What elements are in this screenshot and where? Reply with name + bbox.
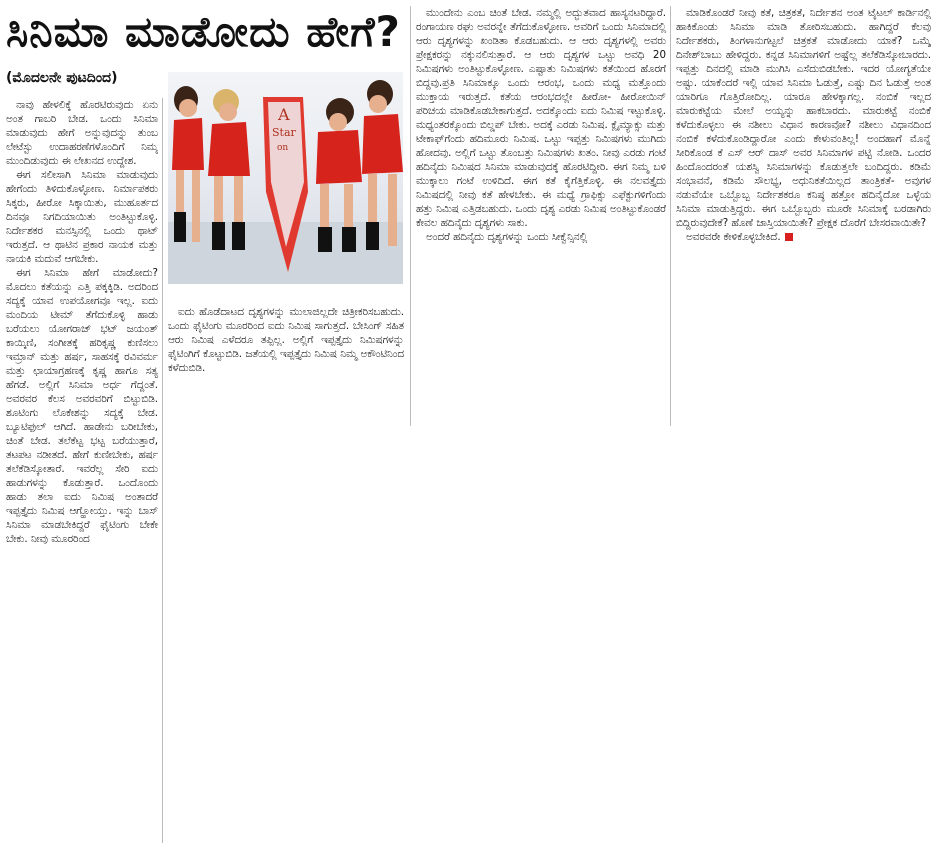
paragraph [676,230,931,244]
watermark-text-3: on [277,143,289,153]
watermark-text-1: A [278,105,290,124]
paragraph: ಈಗ ಸಲೀಸಾಗಿ ಸಿನಿಮಾ ಮಾಡುವುದು ಹೇಗೆಂದು ತಿಳಿದುಕೊಳ್ಳೋಣ. ನಿರ್ಮಾಪಕರು ಸಿಕ್ಕರು, ಹೀರೋ ಸಿಕ್ಕಾಯಿತು, ಮುಹೂರ್ತದ ದಿನವೂ ನಿಗದಿಯಾಯಿತು ಅಂತಿಟ್ಟುಕೊಳ್ಳಿ. ನಿರ್ದೇಶಕರ ಮನಸ್ಸಿನಲ್ಲಿ ಒಂದು ಥಾಟ್ ಇರುತ್ತದೆ. ಆ ಥಾಟಿನ ಪ್ರಕಾರ ನಾಯಕ ಮತ್ತು ನಾಯಕಿ ಮದುವೆ ಆಗಬೇಕು. [6,169,158,265]
paragraph: ನಾವು ಹೇಳಲಿಕ್ಕೆ ಹೊರಟಿರುವುದು ಏನು ಅಂತ ಗಾಬರಿ ಬೇಡ. ಒಂದು ಸಿನಿಮಾ ಮಾಡುವುದು ಹೇಗೆ ಅನ್ನುವುದನ್ನು ತುಂಬ ಲೇಟೆಸ್ಟು ಉದಾಹರಣೆಗಳೊಂದಿಗೆ ನಿಮ್ಮ ಮುಂದಿಡುವುದು ಈ ಲೇಖನದ ಉದ್ದೇಶ. [6,99,158,167]
article-photo [168,72,403,284]
closing-line: ಅವರವರೇ ಕೇಳಿಕೊಳ್ಳಬೇಕಿದೆ. [686,231,781,243]
headline: ಸಿನಿಮಾ ಮಾಡೋದು ಹೇಗೆ? [6,7,401,56]
continuation-note: (ಮೊದಲನೇ ಪುಟದಿಂದ) [6,70,118,86]
watermark-text-2: Star [272,126,296,139]
paragraph: ಈಗ ಸಿನಿಮಾ ಹೇಗೆ ಮಾಡೋದು? ಮೊದಲು ಕತೆಯನ್ನು ಎತ್ತಿ ಪಕ್ಕಕ್ಕಿಡಿ. ಅದರಿಂದ ಸದ್ಯಕ್ಕೆ ಯಾವ ಉಪಯೋಗವೂ ಇಲ್ಲ. ಐದು ಮಂದಿಯ ಟೀಮ್ ತೆಗೆದುಕೊಳ್ಳಿ ಹಾಡು ಬರೆಯಲು ಯೋಗರಾಜ್ ಭಟ್ ಜಯಂತ್ ಕಾಯ್ಕಿಣಿ, ಸಂಗೀತಕ್ಕೆ ಹರಿಕೃಷ್ಣ ಕುಣಿಸಲು ಇಮ್ರಾನ್ ಮತ್ತು ಹರ್ಷ, ಸಾಹಸಕ್ಕೆ ರವಿವರ್ಮ ಮತ್ತು ಛಾಯಾಗ್ರಹಣಕ್ಕೆ ಕೃಷ್ಣ ಹಾಗೂ ಸತ್ಯ ಹೆಗಡೆ. ಅಲ್ಲಿಗೆ ಸಿನಿಮಾ ಅರ್ಧ ಗೆದ್ದಂತೆ. ಅವರವರ ಕೆಲಸ ಅವರವರಿಗೆ ಬಿಟ್ಟುಬಿಡಿ. ಶೂಟಿಂಗು ಲೊಕೇಶನ್ನು ಸದ್ಯಕ್ಕೆ ಬೇಡ. ಬ್ಯೂಟಿಫುಲ್ ಆಗಿದೆ. ಹಾಡೇನು ಬರೀಬೇಕು, ಚಿಂತೆ ಬೇಡ. ತಲೆಕೆಟ್ಟ ಭಟ್ಟ ಬರೆಯುತ್ತಾರೆ, ತಟಪಟ ನಡೀತದೆ. ಹೇಗೆ ಕುಣೀಬೇಕು, ಹರ್ಷ ತಲೆಕೆಡಿಸ್ಕೋತಾರೆ. ಇವರೆಲ್ಲ ಸೇರಿ ಐದು ಹಾಡುಗಳನ್ನು ಕೊಡುತ್ತಾರೆ. ಒಂದೊಂದು ಹಾಡು ತಲಾ ಐದು ನಿಮಿಷ ಅಂತಾದರೆ ಇಪ್ಪತ್ತೈದು ನಿಮಿಷ ಆಗ್ಹೋಯ್ತು. ಇನ್ನು ಬಾಸ್ ಸಿನಿಮಾ ಮಾಡಬೇಕಿದ್ದರೆ ಫೈಟಿಂಗು ಬೇಕೇ ಬೇಕು. ನೀವು ಮೂರರಿಂದ [6,267,158,545]
paragraph: ಅಂದರೆ ಹದಿನೈದು ದೃಶ್ಯಗಳನ್ನು ಒಂದು ಸೀಕ್ವೆನ್ಸಿನಲ್ಲಿ [426,231,588,243]
column-divider [162,98,163,843]
dancer-1 [172,86,204,242]
paragraph: ಮುಂದೇನು ಎಂಬ ಚಿಂತೆ ಬೇಡ. ನಮ್ಮಲ್ಲಿ ಅದ್ಭುತವಾದ ಹಾಸ್ಯನಟರಿದ್ದಾರೆ. ರಂಗಾಯಣ ರಘು ಅವರನ್ನೇ ತೆಗೆದುಕೊಳ್ಳೋಣ. ಅವರಿಗೆ ಒಂದು ಸಿನಿಮಾದಲ್ಲಿ ಆರು ದೃಶ್ಯಗಳನ್ನು ಖಂಡಿತಾ ಕೊಡಬಹುದು. ಆ ಆರು ದೃಶ್ಯಗಳಲ್ಲಿ ಅವರು ಪ್ರೇಕ್ಷಕರನ್ನು ನಕ್ಕುನಲಿಸುತ್ತಾರೆ. ಆ ಆರು ದೃಶ್ಯಗಳ ಒಟ್ಟು ಅವಧಿ 20 ನಿಮಿಷಗಳು ಅಂತಿಟ್ಟುಕೊಳ್ಳೋಣ. ಎಷ್ಟಾತು ನಿಮಿಷಗಳು ಕತೆಯಿಂದ ಹೊರಗೆ ಬಿದ್ದವು.ಪ್ರತಿ ಸಿನಿಮಾಕ್ಕೂ ಒಂದು ಆರಂಭ, ಒಂದು ಮಧ್ಯ ಮತ್ತೊಂದು ಮುಕ್ತಾಯ ಇರುತ್ತದೆ. ಕತೆಯ ಆರಂಭದಲ್ಲೇ ಹೀರೋ- ಹೀರೋಯಿನ್ ಪರಿಚಯ ಮಾಡಿಕೊಡಬೇಕಾಗುತ್ತದೆ. ಅದಕ್ಕೊಂದು ಐದು ನಿಮಿಷ ಇಟ್ಟುಕೊಳ್ಳಿ. ಮಧ್ಯಂತರಕ್ಕೊಂದು ಬಿಲ್ಡಪ್ ಬೇಕು. ಅದಕ್ಕೆ ಎರಡು ನಿಮಿಷ. ಕ್ಲೈಮ್ಯಾಕ್ಸು ಮತ್ತು ಟೇಕಾಫ್‌ಗೆಂದು ಹದಿಮೂರು ನಿಮಿಷ. ಒಟ್ಟು ಇಪ್ಪತ್ತು ನಿಮಿಷಗಳು ಮುಗಿದು ಹೋದವು. ಅಲ್ಲಿಗೆ ಒಟ್ಟು ತೊಂಬತ್ತು ನಿಮಿಷಗಳು ಖತಂ. ನೀವು ಎರಡು ಗಂಟೆ ಹದಿನೈದು ನಿಮಿಷದ ಸಿನಿಮಾ ಮಾಡುವುದಕ್ಕೆ ಹೊರಟಿದ್ದೀರಿ. ಈಗ ನಿಮ್ಮ ಬಳಿ ಮುಕ್ಕಾಲು ಗಂಟೆ ಉಳಿದಿದೆ. ಈಗ ಕತೆ ಕೈಗೆತ್ತಿಕೊಳ್ಳಿ. ಈ ನಲವತ್ತೈದು ನಿಮಿಷದಲ್ಲಿ ನೀವು ಕತೆ ಹೇಳಬೇಕು. ಈ ಮಧ್ಯೆ ಗ್ರಾಫಿಕ್ಸು ಎಫೆಕ್ಟುಗಳಿಗೆಂದು ಹತ್ತು ನಿಮಿಷ ಎತ್ತಿಡಬಹುದು. ಒಂದು ದೃಶ್ಯ ಎರಡು ನಿಮಿಷ ಅಂತಿಟ್ಟುಕೊಂಡರೆ ಕೇವಲ ಹದಿನೈದು ದೃಶ್ಯಗಳು ಸಾಕು. [416,7,666,229]
article-column-3 [416,6,666,401]
cheerleaders-illustration [168,72,403,284]
article-column-2 [168,305,404,415]
end-of-article-mark [785,233,793,241]
column-divider [670,6,671,426]
article-column-4 [676,6,931,401]
paragraph: ಮಾಡಿಕೊಂಡರೆ ನೀವು ಕತೆ, ಚಿತ್ರಕತೆ, ನಿರ್ದೇಶನ ಅಂತ ಟೈಟಲ್ ಕಾರ್ಡಿನಲ್ಲಿ ಹಾಕಿಕೊಂಡು ಸಿನಿಮಾ ಮಾಡಿ ತೋರಿಸಬಹುದು. ಹಾಗಿದ್ದರೆ ಕೆಲವು ನಿರ್ದೇಶಕರು, ತಿಂಗಳಾನುಗಟ್ಟಲೆ ಚಿತ್ರಕತೆ ಮಾಡೋದು ಯಾಕೆ? ಒಮ್ಮೆ ದಿನೇಶ್‌ಬಾಬು ಹೇಳಿದ್ದರು. ಕನ್ನಡ ಸಿನಿಮಾಗಳಿಗೆ ಅಷ್ಟೆಲ್ಲ ತಲೆಕೆಡಿಸ್ಕೋಬಾರದು. ಇಪ್ಪತ್ತು ದಿನದಲ್ಲಿ ಮಾಡಿ ಮುಗಿಸಿ ಎಸೆದುಬಿಡಬೇಕು. ಇದರ ಯೋಗ್ಯತೆಯೇ ಅಷ್ಟು. ಯಾಕೆಂದರೆ ಇಲ್ಲಿ ಯಾವ ಸಿನಿಮಾ ಓಡುತ್ತೆ, ಎಷ್ಟು ದಿನ ಓಡುತ್ತೆ ಅಂತ ಯಾರಿಗೂ ಗೊತ್ತಿರೋದಿಲ್ಲ. ಯಾರೂ ಹೇಳಕ್ಕಾಗಲ್ಲ. ನಂಬಿಕೆ ಇಲ್ಲದ ಮಾರುಕಟ್ಟೆಯ ಮೇಲೆ ಅಯ್ಯನ್ನು ಹಾಕಬಾರದು. ಮಾರುಕಟ್ಟೆ ನಂಬಿಕೆ ಕಳೆದುಕೊಳ್ಳಲು ಈ ನಶೀಲು ವಿಧಾನ ಕಾರಣವೋ? ನಶೀಲು ವಿಧಾನದಿಂದ ನಂಬಿಕೆ ಕಳೆದುಕೊಂಡಿದ್ದಾರೋ ಎಂದು ಕೇಳುವಂತಿಲ್ಲ! ಅಂದಹಾಗೆ ಮೊನ್ನೆ ಸೀರಿಕೊಂಡ ಕೆ ಎಸ್ ಆರ್ ದಾಸ್ ಅವರ ಸಿನಿಮಾಗಳ ಪಟ್ಟಿ ನೋಡಿ. ಒಂದರ ಹಿಂದೊಂದರಂತೆ ಯಶಸ್ವಿ ಸಿನಿಮಾಗಳನ್ನು ಕೊಡುತ್ತಲೇ ಬಂದಿದ್ದರು. ಕಡಿಮೆ ಸಂಭಾವನೆ, ಕಡಿಮೆ ಸೌಲಭ್ಯ, ಅಧುನಿಕತೆಯಿಲ್ಲದ ತಾಂತ್ರಿಕತೆ- ಅವುಗಳ ನಡುವೆಯೇ ಒಬ್ಬೊಬ್ಬ ನಿರ್ದೇಶಕರೂ ಕನಿಷ್ಠ ಹತ್ತೋ ಹದಿನೈದೋ ಒಳ್ಳೆಯ ಸಿನಿಮಾ ಮಾಡುತ್ತಿದ್ದರು. ಈಗ ಒಬ್ಬೊಬ್ಬರು ಮೂರೇ ಸಿನಿಮಾಕ್ಕೆ ಬರಡಾಗಿರು ಬಿದ್ದಿರುವುದೇಕೆ? ಹೊಣೆ ಜಾಸ್ತಿಯಾಯಿತೇ? ಪ್ರೇಕ್ಷಕ ದೊರೆಗೆ ಬೇಸರವಾಯಿತೇ? [676,7,931,229]
column-divider [410,6,411,426]
paragraph: ಐದು ಹೊಡೆದಾಟದ ದೃಶ್ಯಗಳನ್ನು ಮುಲಾಜಿಲ್ಲದೇ ಚಿತ್ರೀಕರಿಸಬಹುದು. ಒಂದು ಫೈಟಿಂಗು ಮೂರರಿಂದ ಐದು ನಿಮಿಷ ಸಾಗುತ್ತದೆ. ಬೇಸಿಂಗ್ ಸಹಿತ ಆರು ನಿಮಿಷ ಎಳೆದರೂ ತಪ್ಪಿಲ್ಲ. ಅಲ್ಲಿಗೆ ಇಪ್ಪತ್ತೈದು ನಿಮಿಷಗಳನ್ನು ಫೈಟಿಂಗಿಗೆ ಕೊಟ್ಟುಬಿಡಿ. ಜತೆಯಲ್ಲಿ ಇಪ್ಪತ್ತೈದು ನಿಮಿಷ ನಿಮ್ಮ ಅಕೌಂಟಿನಿಂದ ಕಳೆದುಬಿಡಿ. [168,306,404,374]
article-column-1 [6,98,158,843]
